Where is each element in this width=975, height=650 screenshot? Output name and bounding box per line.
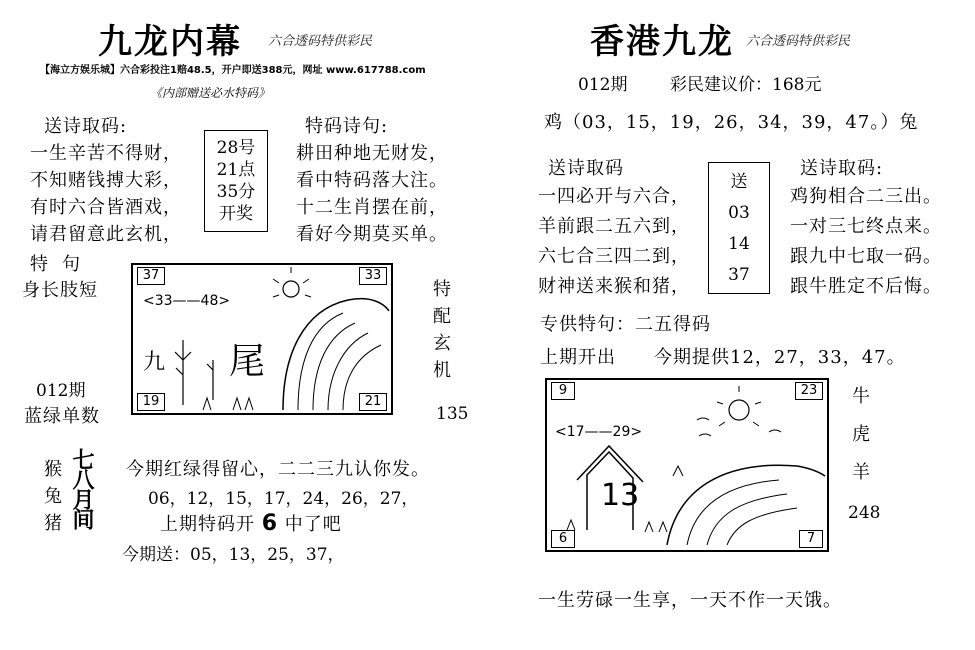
- side-label-char: 机: [433, 360, 452, 381]
- right-poem-right-heading: 送诗取码:: [800, 158, 884, 179]
- sketch-drawing: [547, 380, 827, 550]
- corner-number: 21: [359, 393, 387, 411]
- zodiac-item: 猴: [44, 459, 63, 480]
- right-side-number: 248: [848, 503, 881, 523]
- zodiac-item: 兔: [44, 486, 63, 507]
- hand-range: <33——48>: [143, 293, 231, 309]
- side-label: [433, 276, 453, 384]
- corner-number: 37: [137, 267, 165, 285]
- corner-number: 19: [137, 393, 165, 411]
- poem-line: 跟牛胜定不后悔。: [790, 276, 942, 297]
- zodiac-item: 猪: [44, 513, 63, 534]
- draw-time-line: 21点: [216, 160, 256, 180]
- corner-number: 6: [551, 530, 575, 548]
- right-issue: 012期: [578, 75, 628, 95]
- poem-line: 耕田种地无财发，: [296, 143, 448, 164]
- poem-line: 一对三七终点来。: [790, 216, 942, 237]
- side-number: 135: [436, 404, 469, 424]
- draw-time-line: 35分: [216, 182, 256, 202]
- corner-number: 7: [799, 530, 823, 548]
- red-green-line: 今期红绿得留心，二二三九认你发。: [126, 459, 430, 480]
- poem-line: 鸡狗相合二三出。: [790, 186, 942, 207]
- poem-line: 六七合三四二到，: [538, 246, 690, 267]
- send-box-line: 03: [728, 203, 750, 223]
- send-box: [708, 162, 770, 294]
- right-side-zodiacs: [852, 378, 871, 492]
- bottom-line: 一生劳碌一生享，一天不作一天饿。: [538, 590, 842, 611]
- side-label-char: 玄: [433, 333, 452, 354]
- last-special-line: [160, 510, 342, 536]
- left-note: 《内部赠送必水特码》: [150, 86, 271, 100]
- poem-line: 不知赌钱搏大彩，: [30, 170, 182, 191]
- left-ad-line: 【海立方娱乐城】六合彩投注1赔48.5，开户即送388元，网址 www.617788.com: [40, 65, 426, 76]
- right-special-phrase: 专供特句：二五得码: [540, 314, 711, 335]
- special-phrase: 身长肢短: [22, 280, 98, 301]
- send-box-line: 37: [728, 265, 750, 285]
- right-poem-right: [790, 182, 942, 302]
- last-special-prefix: 上期特码开: [160, 514, 255, 535]
- poem-line: 十二生肖摆在前，: [296, 197, 448, 218]
- poem-line: 请君留意此玄机，: [30, 224, 182, 245]
- left-issue: 012期: [36, 381, 86, 401]
- zodiac-item: 牛: [852, 386, 871, 407]
- left-picture: [131, 263, 393, 415]
- left-poem-heading: 送诗取码:: [44, 116, 128, 137]
- blue-green-label: 蓝绿单数: [24, 406, 100, 427]
- draw-time-line: 开奖: [219, 204, 253, 224]
- poem-line: 一生辛苦不得财，: [30, 143, 182, 164]
- hand-char: 尾: [229, 341, 266, 382]
- send-box-line: 14: [728, 234, 750, 254]
- price-label: 彩民建议价：168元: [670, 75, 822, 95]
- left-poem: [30, 140, 182, 248]
- poem-line: 看中特码落大注。: [296, 170, 448, 191]
- this-offer-line: 今期提供12，27，33，47。: [654, 347, 906, 368]
- draw-time-box: [204, 130, 268, 232]
- right-poem-heading: 送诗取码: [548, 158, 624, 179]
- right-subtitle: 六合透码特供彩民: [746, 34, 851, 49]
- right-picture: [545, 378, 829, 552]
- left-poem-right: [296, 140, 448, 248]
- side-label-char: 特: [433, 279, 452, 300]
- left-subtitle: 六合透码特供彩民: [268, 34, 373, 49]
- hand-range: <17——29>: [555, 424, 643, 440]
- poem-line: 有时六合皆酒戏，: [30, 197, 182, 218]
- corner-number: 23: [795, 382, 823, 400]
- poem-line: 看好今期莫买单。: [296, 224, 448, 245]
- zodiac-item: 虎: [852, 424, 871, 445]
- left-title: 九龙内幕: [98, 22, 242, 62]
- special-phrase-label: 特句: [30, 254, 94, 275]
- last-special-suffix: 中了吧: [284, 514, 342, 535]
- hand-char: 13: [601, 478, 640, 513]
- corner-number: 9: [551, 382, 575, 400]
- zodiac-list: [44, 456, 63, 537]
- last-open-label: 上期开出: [540, 347, 616, 368]
- zodiac-item: 羊: [852, 462, 871, 483]
- send-box-line: 送: [730, 172, 748, 192]
- chicken-line: 鸡（03，15，19，26，34，39，47。）兔: [544, 112, 919, 133]
- right-poem: [538, 182, 690, 302]
- poem-line: 财神送来猴和猪，: [538, 276, 690, 297]
- side-label-char: 配: [433, 306, 452, 327]
- draw-time-line: 28号: [216, 138, 256, 158]
- send-line: 今期送：05，13，25，37，: [122, 545, 345, 565]
- sketch-drawing: [133, 265, 391, 413]
- poem-line: 羊前跟二五六到，: [538, 216, 690, 237]
- right-title: 香港九龙: [590, 22, 734, 62]
- numbers-line: 06，12，15，17，24，26，27，: [148, 489, 419, 509]
- poem-line: 一四必开与六合，: [538, 186, 690, 207]
- hand-char: 九: [143, 350, 166, 375]
- left-poem-right-heading: 特码诗句:: [305, 116, 389, 137]
- corner-number: 33: [359, 267, 387, 285]
- month-label: 七八月间: [69, 448, 95, 528]
- poem-line: 跟九中七取一码。: [790, 246, 942, 267]
- last-special-number: 6: [261, 511, 279, 536]
